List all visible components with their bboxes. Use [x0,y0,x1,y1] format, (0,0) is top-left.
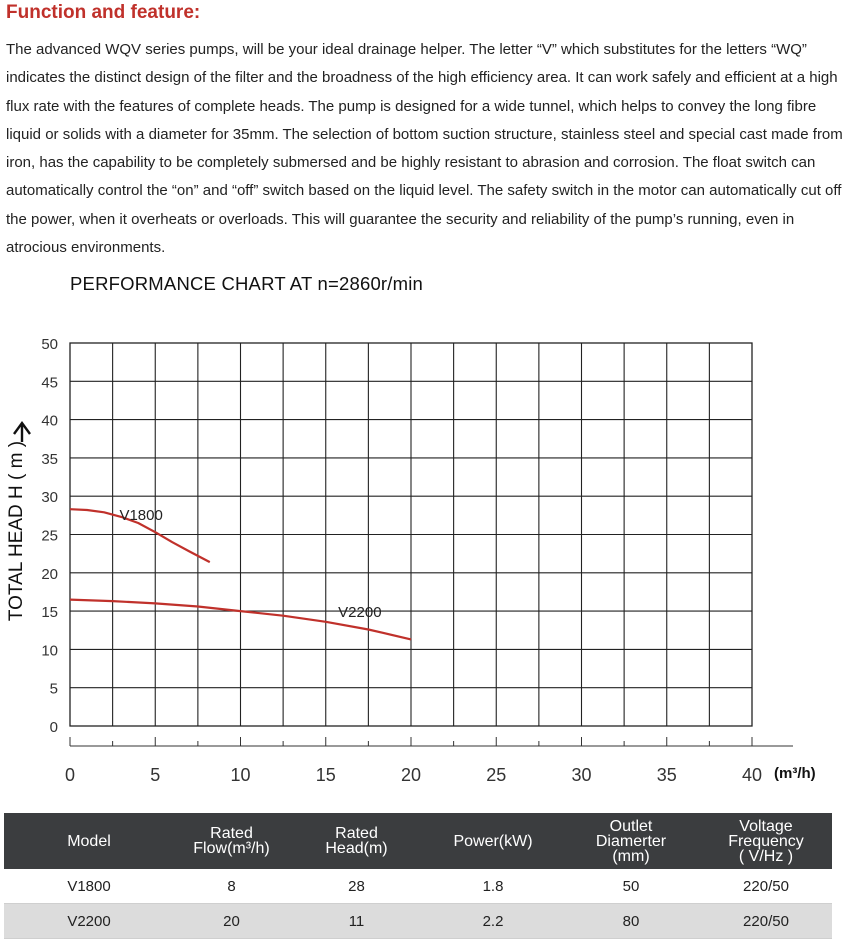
y-tick-label: 20 [41,565,58,583]
y-tick-label: 0 [49,719,58,736]
y-tick-label: 30 [41,489,58,507]
intro-paragraph: The advanced WQV series pumps, will be your ideal drainage helper. The letter “V” which substitutes for the letters “WQ” indicates the distinct design of the filter and the broadness of the high efficiency area. It can work safely and efficient at a high flux rate with the features of complete heads. The pump is designed for a wide tunnel, which helps to convey the long fibre liquid or solids with a diameter for 35mm. The selection of bottom suction structure, stainless steel and special cast made from iron, has the capability to be completely submersed and be highly resistant to abrasion and corrosion. The float switch can automatically control the “on” and “off” switch based on the liquid level. The safety switch in the motor can automatically cut off the power, when it overheats or overloads. This will guarantee the security and reliability of the pump’s running, even in atrocious environments. [6,41,843,257]
table-cell: 1.8 [424,869,562,904]
series-label-v1800: V1800 [119,506,163,524]
y-axis-arrow-icon [14,423,30,442]
section-heading: Function and feature: [6,2,201,23]
table-cell: 28 [289,869,424,904]
table-cell: 220/50 [700,904,832,939]
table-cell: 20 [174,904,289,939]
x-tick-label: 15 [315,765,336,785]
table-header-cell: Outlet Diamerter (mm) [562,813,700,869]
x-axis [65,737,793,785]
x-tick-label: 10 [230,765,251,785]
y-tick-label: 5 [49,680,58,698]
y-tick-label: 50 [41,336,58,353]
x-tick-label: 30 [571,765,592,785]
x-tick-label: 20 [400,765,422,785]
table-row [4,869,832,904]
performance-chart [0,320,850,790]
y-tick-label: 35 [41,450,58,468]
x-tick-label: 5 [150,765,161,785]
y-tick-label: 25 [41,527,58,545]
table-header-cell: Rated Head(m) [289,813,424,869]
x-tick-label: 35 [656,765,677,785]
table-header-cell: Rated Flow(m³/h) [174,813,289,869]
table-cell: 2.2 [424,904,562,939]
x-tick-label: 25 [486,765,507,785]
y-axis-label: TOTAL HEAD H ( m ) [6,440,27,622]
y-tick-label: 15 [41,604,58,622]
table-header-cell: Voltage Frequency ( V/Hz ) [700,813,832,869]
table-cell: V2200 [4,904,174,939]
x-unit-label: (m³/h) [774,765,816,782]
spec-table [4,813,832,939]
table-row [4,904,832,939]
table-cell: 80 [562,904,700,939]
table-header-row [4,813,832,869]
table-cell: 11 [289,904,424,939]
table-cell: 50 [562,869,700,904]
table-cell: 8 [174,869,289,904]
y-tick-label: 45 [41,374,58,392]
y-tick-label: 40 [41,412,58,430]
x-tick-label: 0 [64,765,76,785]
x-tick-label: 40 [741,765,763,785]
table-header-cell: Model [4,813,174,869]
table-body [4,869,832,939]
y-tick-labels [41,336,58,736]
table-cell: V1800 [4,869,174,904]
series-label-v2200: V2200 [338,604,382,622]
chart-title: PERFORMANCE CHART AT n=2860r/min [70,273,424,294]
y-tick-label: 10 [41,642,58,660]
table-header-cell: Power(kW) [424,813,562,869]
table-cell: 220/50 [700,869,832,904]
chart-grid [70,343,752,726]
